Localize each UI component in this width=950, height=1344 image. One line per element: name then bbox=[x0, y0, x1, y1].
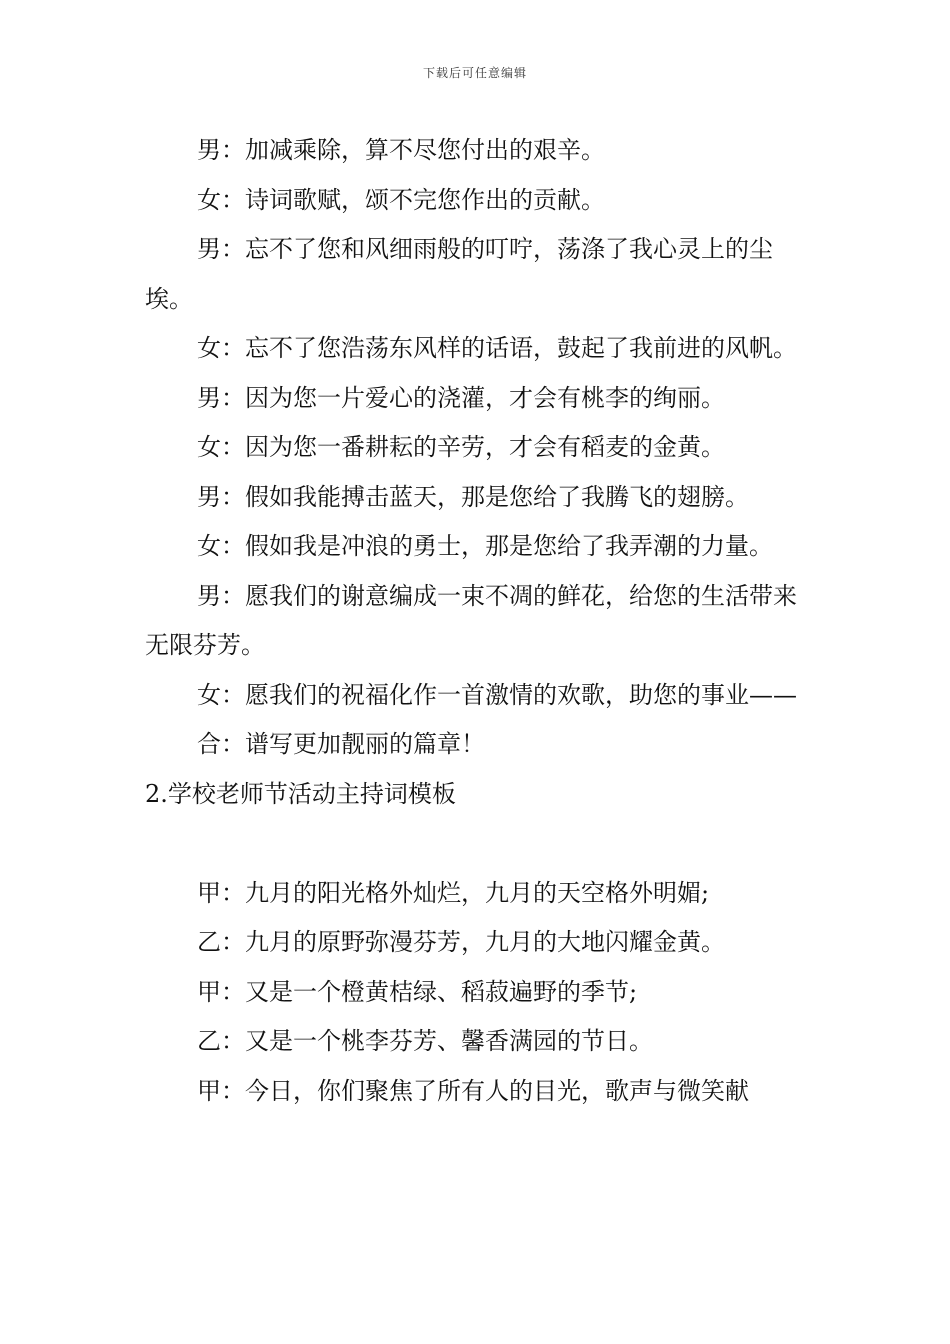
dialogue-line: 男：因为您一片爱心的浇灌，才会有桃李的绚丽。 bbox=[197, 383, 725, 412]
dialogue-line: 男：愿我们的谢意编成一束不凋的鲜花，给您的生活带来无限芬芳。 bbox=[145, 581, 797, 659]
dialogue-line: 男：忘不了您和风细雨般的叮咛，荡涤了我心灵上的尘埃。 bbox=[145, 235, 773, 313]
section-heading: 2.学校老师节活动主持词模板 bbox=[145, 779, 456, 808]
dialogue-line: 女：忘不了您浩荡东风样的话语，鼓起了我前进的风帆。 bbox=[197, 334, 797, 362]
dialogue-line: 甲：今日，你们聚焦了所有人的目光，歌声与微笑献 bbox=[197, 1076, 749, 1105]
blank-spacer bbox=[145, 819, 807, 869]
page-header-note: 下载后可任意编辑 bbox=[422, 66, 527, 80]
dialogue-line: 合：谱写更加靓丽的篇章！ bbox=[197, 730, 485, 758]
dialogue-line: 女：因为您一番耕耘的辛劳，才会有稻麦的金黄。 bbox=[197, 433, 725, 461]
dialogue-line: 乙：九月的原野弥漫芬芳，九月的大地闪耀金黄。 bbox=[197, 928, 725, 956]
document-body bbox=[145, 126, 807, 1116]
dialogue-line: 乙：又是一个桃李芬芳、馨香满园的节日。 bbox=[197, 1027, 653, 1055]
dialogue-line: 女：诗词歌赋，颂不完您作出的贡献。 bbox=[197, 185, 605, 214]
dialogue-line: 女：愿我们的祝福化作一首激情的欢歌，助您的事业—— bbox=[197, 680, 797, 709]
dialogue-line: 女：假如我是冲浪的勇士，那是您给了我弄潮的力量。 bbox=[197, 532, 773, 560]
dialogue-line: 甲：九月的阳光格外灿烂，九月的天空格外明媚; bbox=[197, 878, 710, 907]
dialogue-line: 男：加减乘除，算不尽您付出的艰辛。 bbox=[197, 136, 605, 164]
dialogue-line: 甲：又是一个橙黄桔绿、稻菽遍野的季节; bbox=[197, 977, 638, 1006]
dialogue-line: 男：假如我能搏击蓝天，那是您给了我腾飞的翅膀。 bbox=[197, 482, 749, 511]
